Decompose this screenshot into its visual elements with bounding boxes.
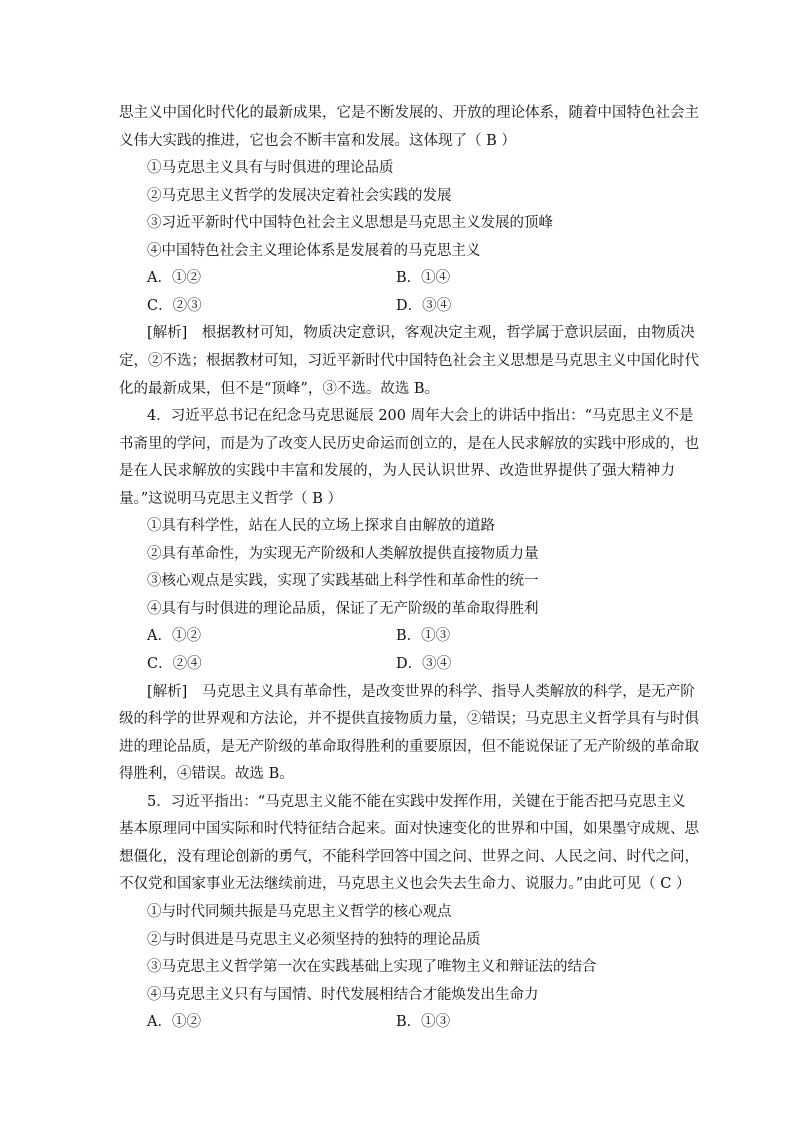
text-line: 是在人民求解放的实践中丰富和发展的，为人民认识世界、改造世界提供了强大精神力 — [119, 463, 675, 479]
text-line: 思主义中国化时代化的最新成果，它是不断发展的、开放的理论体系，随着中国特色社会主 — [119, 105, 699, 121]
text-line: ①具有科学性，站在人民的立场上探求自由解放的道路 — [147, 518, 495, 534]
text-line: 化的最新成果，但不是“顶峰”，③不选。故选 B。 — [119, 381, 440, 397]
text-line: ②与时俱进是马克思主义必须坚持的独特的理论品质 — [147, 932, 481, 948]
text-line: 义伟大实践的推进，它也会不断丰富和发展。这体现了（ B ） — [119, 133, 516, 149]
text-line: ④具有与时俱进的理论品质，保证了无产阶级的革命取得胜利 — [147, 601, 539, 617]
text-line: 想僵化，没有理论创新的勇气，不能科学回答中国之问、世界之问、人民之问、时代之问， — [119, 849, 699, 865]
text-line: 量。”这说明马克思主义哲学（ B ） — [119, 491, 343, 507]
text-line: ②具有革命性，为实现无产阶级和人类解放提供直接物质力量 — [147, 546, 539, 562]
text-line: 得胜利，④错误。故选 B。 — [119, 766, 294, 782]
answer-option: B．①③ — [396, 1014, 451, 1030]
text-line: 5．习近平指出：“马克思主义能不能在实践中发挥作用，关键在于能否把马克思主义 — [147, 794, 686, 810]
text-line: 不仅党和国家事业无法继续前进，马克思主义也会失去生命力、说服力。”由此可见（ C ） — [119, 876, 691, 892]
text-line: 4．习近平总书记在纪念马克思诞辰 200 周年大会上的讲话中指出：“马克思主义不是 — [147, 408, 694, 424]
text-line: 定，②不选；根据教材可知，习近平新时代中国特色社会主义思想是马克思主义中国化时代 — [119, 353, 699, 369]
text-line: ①与时代同频共振是马克思主义哲学的核心观点 — [147, 904, 452, 920]
text-line: 书斋里的学问，而是为了改变人民历史命运而创立的，是在人民求解放的实践中形成的，也 — [119, 436, 699, 452]
answer-option: C．②③ — [147, 298, 202, 314]
text-line: ④马克思主义只有与国情、时代发展相结合才能焕发出生命力 — [147, 987, 539, 1003]
text-line: ③马克思主义哲学第一次在实践基础上实现了唯物主义和辩证法的结合 — [147, 959, 597, 975]
answer-option: A．①② — [147, 270, 201, 286]
text-line: ④中国特色社会主义理论体系是发展着的马克思主义 — [147, 243, 481, 259]
text-line: ②马克思主义哲学的发展决定着社会实践的发展 — [147, 188, 452, 204]
answer-option: B．①④ — [396, 270, 451, 286]
text-line: 进的理论品质，是无产阶级的革命取得胜利的重要原因，但不能说保证了无产阶级的革命取 — [119, 739, 699, 755]
text-line: [解析] 马克思主义具有革命性，是改变世界的科学、指导人类解放的科学，是无产阶 — [147, 684, 695, 700]
text-line: ③核心观点是实践，实现了实践基础上科学性和革命性的统一 — [147, 573, 539, 589]
text-line: ①马克思主义具有与时俱进的理论品质 — [147, 160, 394, 176]
answer-option: B．①③ — [396, 628, 451, 644]
answer-option: A．①② — [147, 628, 201, 644]
answer-option: D．③④ — [396, 298, 452, 314]
text-line: 基本原理同中国实际和时代特征结合起来。面对快速变化的世界和中国，如果墨守成规、思 — [119, 821, 699, 837]
answer-option: C．②④ — [147, 656, 202, 672]
answer-option: A．①② — [147, 1014, 201, 1030]
text-line: 级的科学的世界观和方法论，并不提供直接物质力量，②错误；马克思主义哲学具有与时俱 — [119, 711, 699, 727]
text-line: ③习近平新时代中国特色社会主义思想是马克思主义发展的顶峰 — [147, 215, 553, 231]
text-line: [解析] 根据教材可知，物质决定意识，客观决定主观，哲学属于意识层面，由物质决 — [147, 325, 695, 341]
answer-option: D．③④ — [396, 656, 452, 672]
